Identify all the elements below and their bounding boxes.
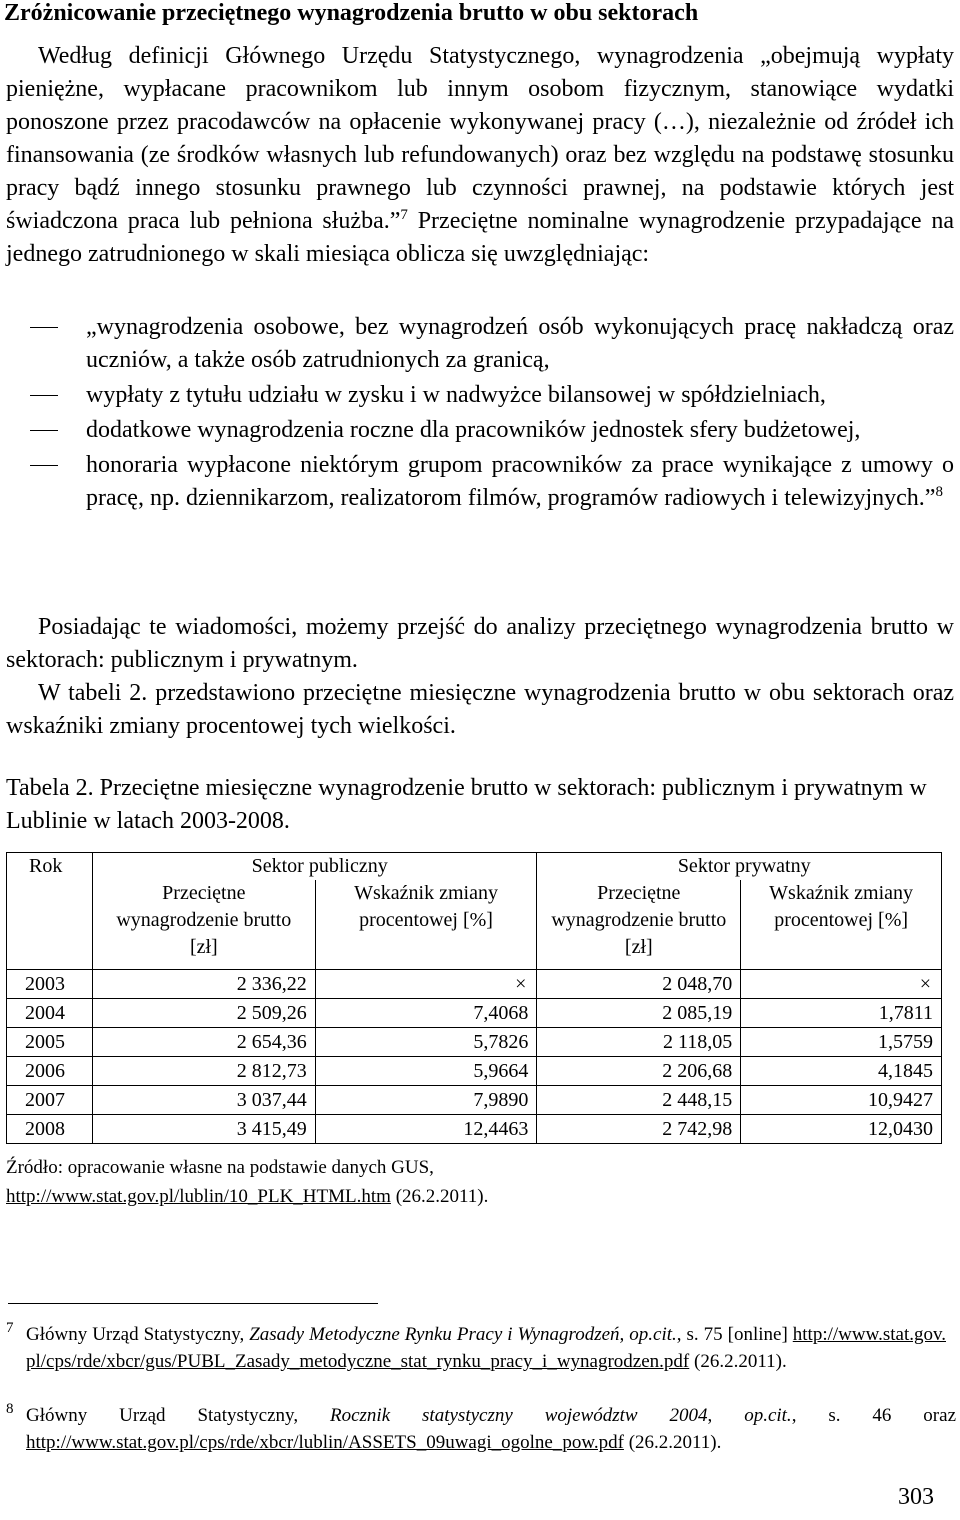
footnote-title: Zasady Metodyczne Rynku Pracy i Wynagrodzeń, op.cit. xyxy=(249,1324,677,1345)
footnote-7 xyxy=(6,1321,946,1375)
header-private-index: Wskaźnik zmiany procentowej [%] xyxy=(741,880,942,970)
footnote-link[interactable]: http://www.stat.gov.pl/cps/rde/xbcr/gus/PUBL_Zasady_metodyczne_stat_rynku_pracy_i_wynagrodzen.pdf xyxy=(26,1324,946,1372)
cell-public-index: × xyxy=(315,970,537,999)
footnote-date: (26.2.2011). xyxy=(689,1351,787,1372)
table-subheader-row xyxy=(7,880,942,970)
header-year-cont xyxy=(7,880,93,970)
cell-private-index: 10,9427 xyxy=(741,1086,942,1115)
footnote-separator xyxy=(8,1303,378,1304)
footnote-author: Główny Urząd Statystyczny, xyxy=(26,1405,330,1426)
salary-table xyxy=(6,852,942,1144)
table-caption: Tabela 2. Przeciętne miesięczne wynagrodzenie brutto w sektorach: publicznym i prywatnym w Lublinie w latach 2003-2008. xyxy=(6,775,927,834)
table-row xyxy=(7,970,942,999)
cell-public-avg: 2 812,73 xyxy=(92,1057,315,1086)
list-item xyxy=(30,311,954,377)
header-private-sector: Sektor prywatny xyxy=(537,853,942,881)
cell-public-avg: 3 037,44 xyxy=(92,1086,315,1115)
cell-public-index: 7,4068 xyxy=(315,999,537,1028)
table-row xyxy=(7,1057,942,1086)
source-date: (26.2.2011). xyxy=(390,1186,489,1207)
cell-private-avg: 2 048,70 xyxy=(537,970,741,999)
cell-private-index: 4,1845 xyxy=(741,1057,942,1086)
cell-public-avg: 3 415,49 xyxy=(92,1115,315,1144)
section-heading: Zróżnicowanie przeciętnego wynagrodzenia brutto w obu sektorach xyxy=(4,0,699,26)
footnote-pages: , s. 75 [online] xyxy=(676,1324,793,1345)
cell-public-index: 5,9664 xyxy=(315,1057,537,1086)
dash-marker xyxy=(30,327,58,328)
table-header-row xyxy=(7,853,942,881)
header-year: Rok xyxy=(7,853,93,881)
header-public-avg: Przeciętne wynagrodzenie brutto [zł] xyxy=(92,880,315,970)
list-item-text: wypłaty z tytułu udziału w zysku i w nadwyżce bilansowej w spółdzielniach, xyxy=(86,382,826,408)
cell-private-index: 12,0430 xyxy=(741,1115,942,1144)
footnote-8 xyxy=(6,1402,956,1456)
footnote-date: (26.2.2011). xyxy=(623,1432,722,1453)
cell-private-avg: 2 118,05 xyxy=(537,1028,741,1057)
list-item-text: honoraria wypłacone niektórym grupom pracowników za prace wynikające z umowy o pracę, np. dziennikarzom, realizatorom filmów, programów radiowych i telewizyjnych.” xyxy=(86,452,954,511)
cell-public-index: 7,9890 xyxy=(315,1086,537,1115)
header-private-avg: Przeciętne wynagrodzenie brutto [zł] xyxy=(537,880,741,970)
dash-marker xyxy=(30,430,58,431)
footnote-number: 8 xyxy=(6,1401,14,1417)
cell-year: 2007 xyxy=(7,1086,93,1115)
cell-public-index: 5,7826 xyxy=(315,1028,537,1057)
paragraph-table-intro: W tabeli 2. przedstawiono przeciętne miesięczne wynagrodzenia brutto w obu sektorach oraz wskaźniki zmiany procentowej tych wielkości. xyxy=(6,680,954,739)
footnote-author: Główny Urząd Statystyczny, xyxy=(26,1324,250,1345)
source-text: Źródło: opracowanie własne na podstawie danych GUS, xyxy=(6,1157,434,1178)
cell-year: 2003 xyxy=(7,970,93,999)
footnote-title: Rocznik statystyczny województw 2004 xyxy=(329,1405,708,1426)
cell-year: 2004 xyxy=(7,999,93,1028)
cell-private-index: × xyxy=(741,970,942,999)
cell-public-avg: 2 336,22 xyxy=(92,970,315,999)
footnote-link[interactable]: http://www.stat.gov.pl/cps/rde/xbcr/lublin/ASSETS_09uwagi_ogolne_pow.pdf xyxy=(26,1432,624,1453)
cell-public-avg: 2 654,36 xyxy=(92,1028,315,1057)
cell-year: 2005 xyxy=(7,1028,93,1057)
header-public-sector: Sektor publiczny xyxy=(92,853,536,881)
footnote-ref-7[interactable]: 7 xyxy=(400,207,408,223)
paragraph-definition xyxy=(6,40,954,271)
cell-private-avg: 2 742,98 xyxy=(537,1115,741,1144)
table-row xyxy=(7,1115,942,1144)
cell-public-index: 12,4463 xyxy=(315,1115,537,1144)
cell-year: 2006 xyxy=(7,1057,93,1086)
footnote-number: 7 xyxy=(6,1320,14,1336)
cell-private-index: 1,5759 xyxy=(741,1028,942,1057)
list-item xyxy=(30,449,954,515)
source-link[interactable]: http://www.stat.gov.pl/lublin/10_PLK_HTML.htm xyxy=(6,1186,391,1207)
footnote-ref-8[interactable]: 8 xyxy=(935,484,943,500)
footnote-body xyxy=(26,1321,946,1375)
table-row xyxy=(7,1086,942,1115)
cell-private-avg: 2 085,19 xyxy=(537,999,741,1028)
table-source xyxy=(6,1153,946,1211)
footnote-opcit: op.cit. xyxy=(744,1405,792,1426)
footnote-sep: , xyxy=(707,1405,745,1426)
cell-private-index: 1,7811 xyxy=(741,999,942,1028)
dash-marker xyxy=(30,395,58,396)
source-line2 xyxy=(6,1182,946,1211)
page-number: 303 xyxy=(898,1484,934,1510)
table-row xyxy=(7,999,942,1028)
component-list xyxy=(30,311,954,515)
footnote-pages: , s. 46 oraz xyxy=(791,1405,957,1426)
list-item-text: „wynagrodzenia osobowe, bez wynagrodzeń osób wykonujących pracę nakładczą oraz uczniów, a także osób zatrudnionych za granicą, xyxy=(86,314,954,373)
cell-private-avg: 2 206,68 xyxy=(537,1057,741,1086)
cell-private-avg: 2 448,15 xyxy=(537,1086,741,1115)
header-public-index: Wskaźnik zmiany procentowej [%] xyxy=(315,880,537,970)
paragraph-definition-tail: Przeciętne nominalne wynagrodzenie przypadające na jednego zatrudnionego w skali miesiąca oblicza się uwzględniając: xyxy=(6,208,955,267)
cell-public-avg: 2 509,26 xyxy=(92,999,315,1028)
dash-marker xyxy=(30,465,58,466)
paragraph-definition-text: Według definicji Głównego Urzędu Statystycznego, wynagrodzenia „obejmują wypłaty pieniężne, wypłacane pracownikom lub innym osobom fizycznym, stanowiące wydatki ponoszone przez pracodawców na opłacenie wykonywanej pracy (…), niezależnie od źródeł ich finansowania (ze środków własnych lub refundowanych) oraz bez względu na podstawę stosunku pracy bądź innego stosunku prawnego lub czynności prawnej, na podstawie których jest świadczona praca lub pełniona służba.” xyxy=(6,43,954,234)
paragraph-analysis: Posiadając te wiadomości, możemy przejść do analizy przeciętnego wynagrodzenia brutto w sektorach: publicznym i prywatnym. xyxy=(6,614,954,673)
list-item xyxy=(30,414,954,447)
footnote-body xyxy=(26,1402,956,1456)
list-item xyxy=(30,379,954,412)
table-row xyxy=(7,1028,942,1057)
cell-year: 2008 xyxy=(7,1115,93,1144)
list-item-text: dodatkowe wynagrodzenia roczne dla pracowników jednostek sfery budżetowej, xyxy=(86,417,861,443)
